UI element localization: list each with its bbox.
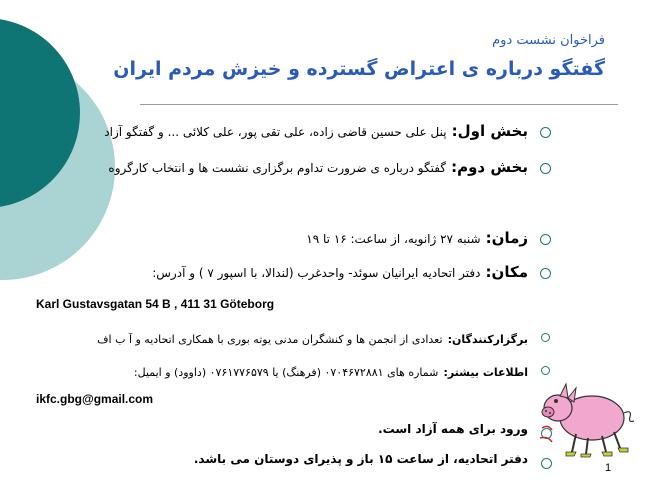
time-text: شنبه ۲۷ ژانویه، از ساعت: ۱۶ تا ۱۹ bbox=[306, 232, 481, 246]
bullet-icon bbox=[541, 458, 552, 469]
item-info bbox=[134, 361, 528, 380]
entry-text: ورود برای همه آزاد است. bbox=[378, 422, 528, 436]
time-heading: زمان: bbox=[485, 229, 528, 247]
part1-text: پنل علی حسین قاضی زاده، علی تقی پور، علی کلائی ... و گفتگو آزاد bbox=[104, 125, 447, 139]
bullet-icon bbox=[540, 234, 551, 245]
bullet-icon bbox=[541, 333, 550, 342]
item-part2 bbox=[108, 157, 528, 176]
organizers-heading: برگزارکنندگان: bbox=[447, 333, 528, 346]
place-heading: مکان: bbox=[485, 263, 528, 281]
organizers-text: تعدادی از انجمن ها و کنشگران مدنی یوته بوری با همکاری اتحادیه و آ ب اف bbox=[97, 333, 443, 346]
info-text: شماره های ۰۷۰۴۶۷۲۸۸۱ (فرهنگ) یا ۰۷۶۱۷۷۶۵۷۹ (داوود) و ایمیل: bbox=[133, 366, 439, 379]
office-text: دفتر اتحادیه، از ساعت ۱۵ باز و پذیرای دوستان می باشد. bbox=[193, 452, 528, 466]
email-link[interactable]: ikfc.gbg@gmail.com bbox=[36, 392, 154, 406]
part2-heading: بخش دوم: bbox=[451, 158, 528, 176]
part2-text: گفتگو درباره ی ضرورت تداوم برگزاری نشست ها و انتخاب کارگروه bbox=[108, 161, 447, 175]
title-divider bbox=[140, 104, 618, 105]
bullet-icon bbox=[540, 127, 551, 138]
item-part1 bbox=[104, 121, 528, 140]
bullet-icon bbox=[540, 268, 551, 279]
item-time bbox=[306, 228, 528, 247]
page-number: 1 bbox=[605, 462, 612, 474]
pig-mascot-icon bbox=[536, 368, 636, 458]
place-text: دفتر اتحادیه ایرانیان سوئد- واحدغرب (لندالا، با اسپور ۷ ) و آدرس: bbox=[152, 266, 481, 280]
item-organizers bbox=[97, 328, 528, 347]
item-place bbox=[152, 262, 528, 281]
address-line: Karl Gustavsgatan 54 B , 411 31 Göteborg bbox=[36, 297, 275, 311]
bullet-icon bbox=[540, 163, 551, 174]
part1-heading: بخش اول: bbox=[451, 122, 528, 140]
slide-subtitle: فراخوان نشست دوم bbox=[492, 33, 605, 48]
info-heading: اطلاعات بیشتر: bbox=[443, 366, 528, 379]
slide-title: گفتگو درباره ی اعتراض گسترده و خیزش مردم ایران bbox=[113, 58, 605, 80]
